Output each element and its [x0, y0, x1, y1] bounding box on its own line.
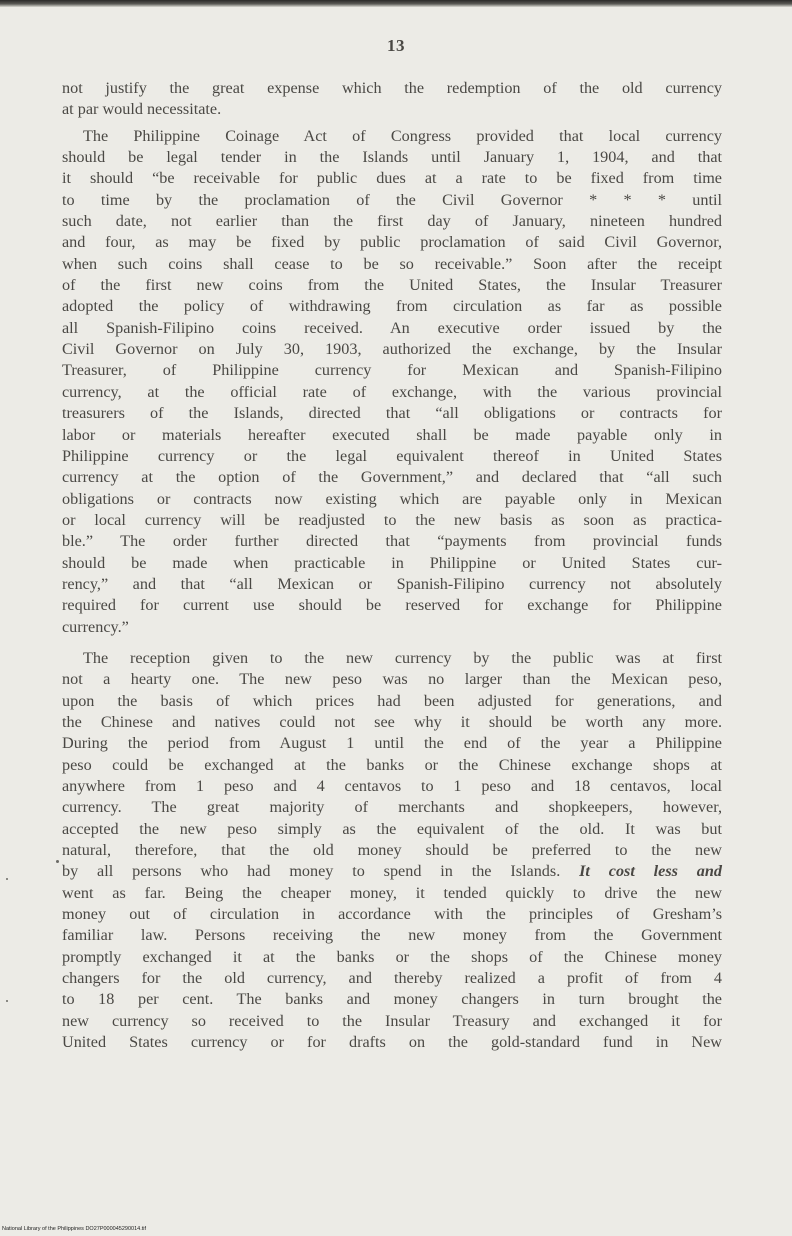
text-line: at par would necessitate. [62, 100, 222, 119]
text-line: treasurers of the Islands, directed that “all obligations or contracts for [62, 404, 722, 423]
text-line: During the period from August 1 until the end of the year a Philippine [62, 734, 722, 753]
text-line: Philippine currency or the legal equivalent thereof in United States [62, 446, 722, 465]
text-line: to 18 per cent. The banks and money changers in turn brought the [62, 990, 722, 1009]
text-line: accepted the new peso simply as the equivalent of the old. It was but [62, 819, 722, 838]
text-line: money out of circulation in accordance with the principles of Gresham’s [62, 905, 722, 924]
text-line: not a hearty one. The new peso was no larger than the Mexican peso, [62, 670, 722, 689]
text-line: of the first new coins from the United States, the Insular Treasurer [62, 276, 722, 295]
text-line: or local currency will be readjusted to the new basis as soon as practica- [62, 510, 722, 529]
text-line: The Philippine Coinage Act of Congress provided that local currency [83, 126, 722, 145]
text-line: all Spanish-Filipino coins received. An executive order issued by the [62, 318, 722, 337]
text-line: United States currency or for drafts on the gold-standard fund in New [62, 1033, 722, 1052]
text-line: should be legal tender in the Islands until January 1, 1904, and that [62, 148, 722, 167]
margin-speck [56, 860, 59, 863]
text-line: went as far. Being the cheaper money, it tended quickly to drive the new [62, 883, 722, 902]
text-line: it should “be receivable for public dues at a rate to be fixed from time [62, 169, 722, 188]
text-line: Civil Governor on July 30, 1903, authorized the exchange, by the Insular [62, 340, 722, 359]
text-line: such date, not earlier than the first day of January, nineteen hundred [62, 212, 722, 231]
margin-speck [6, 1000, 8, 1002]
page-number: 13 [387, 36, 405, 55]
text-line: promptly exchanged it at the banks or the shops of the Chinese money [62, 947, 722, 966]
text-line: rency,” and that “all Mexican or Spanish-Filipino currency not absolutely [62, 574, 722, 593]
text-line: and four, as may be fixed by public proclamation of said Civil Governor, [62, 233, 722, 252]
body-text [62, 78, 722, 1053]
text-line: anywhere from 1 peso and 4 centavos to 1 peso and 18 centavos, local [62, 777, 722, 795]
text-line: upon the basis of which prices had been adjusted for generations, and [62, 691, 722, 710]
text-segment: by all persons who had money to spend in the Islands. [62, 862, 561, 881]
text-line: currency, at the official rate of exchange, with the various provincial [62, 382, 722, 401]
text-line: to time by the proclamation of the Civil Governor * * * until [62, 190, 722, 209]
text-line: currency.” [62, 617, 129, 636]
text-line: currency at the option of the Government,” and declared that “all such [62, 468, 722, 487]
text-line: natural, therefore, that the old money should be preferred to the new [62, 841, 722, 860]
margin-speck [6, 878, 8, 880]
text-line: currency. The great majority of merchants and shopkeepers, however, [62, 798, 722, 817]
italic-phrase: It cost less and [579, 862, 722, 881]
text-line: The reception given to the new currency by the public was at first [83, 648, 722, 667]
text-line: labor or materials hereafter executed shall be made payable only in [62, 425, 722, 444]
scan-credit: National Library of the Philippines DO27P000045290014.tif [2, 1226, 147, 1232]
text-line: peso could be exchanged at the banks or the Chinese exchange shops at [62, 755, 722, 774]
text-line: familiar law. Persons receiving the new money from the Government [62, 926, 722, 945]
text-line-with-italic [62, 861, 722, 882]
text-line: not justify the great expense which the redemption of the old currency [62, 79, 722, 97]
text-line: ble.” The order further directed that “payments from provincial funds [62, 532, 722, 551]
text-line: adopted the policy of withdrawing from circulation as far as possible [62, 297, 722, 316]
text-line: should be made when practicable in Philippine or United States cur- [62, 553, 722, 572]
text-line: Treasurer, of Philippine currency for Mexican and Spanish-Filipino [62, 361, 722, 380]
text-line: obligations or contracts now existing which are payable only in Mexican [62, 489, 722, 508]
scan-top-edge [0, 0, 792, 7]
text-line: the Chinese and natives could not see why it should be worth any more. [62, 712, 722, 731]
text-line: when such coins shall cease to be so receivable.” Soon after the receipt [62, 254, 722, 273]
text-line: required for current use should be reserved for exchange for Philippine [62, 596, 722, 615]
text-line: changers for the old currency, and thereby realized a profit of from 4 [62, 969, 722, 988]
text-line: new currency so received to the Insular Treasury and exchanged it for [62, 1011, 722, 1030]
